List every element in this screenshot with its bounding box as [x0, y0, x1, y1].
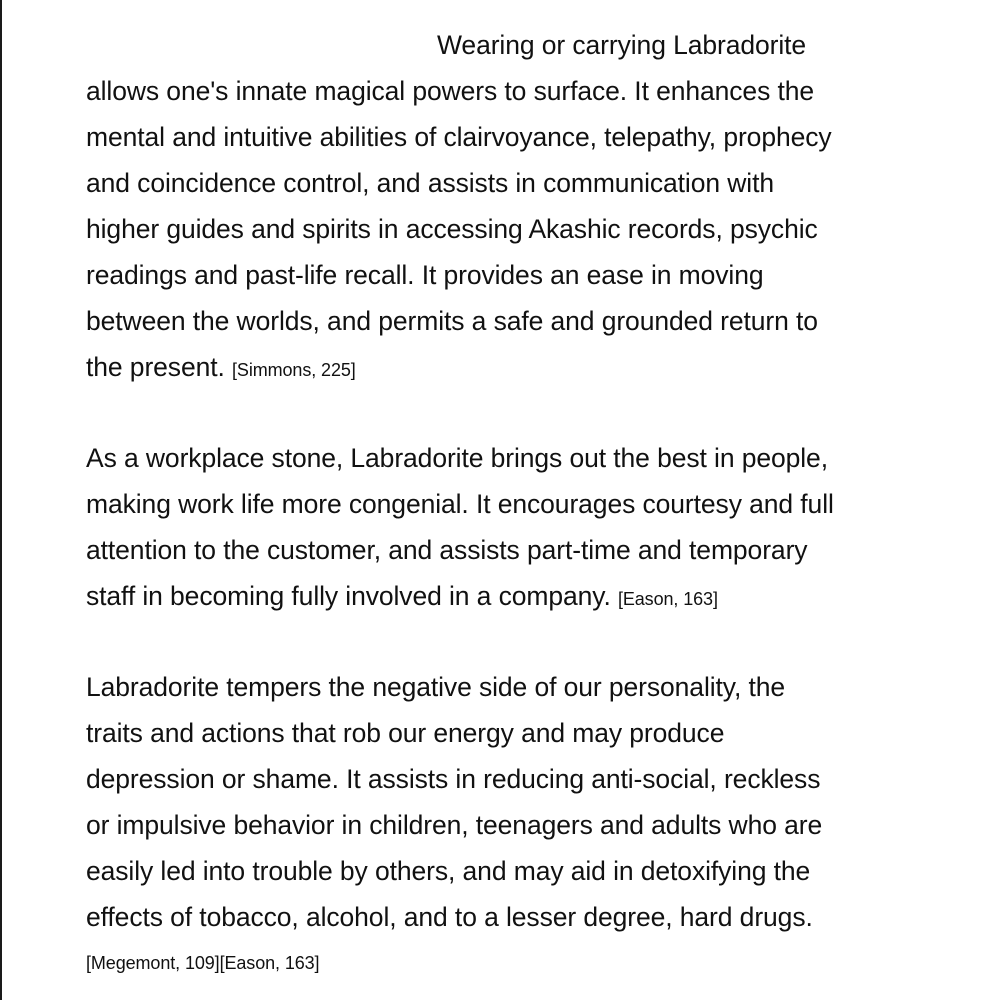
text-line: readings and past-life recall. It provides an ease in moving	[86, 260, 764, 290]
text-line-with-citation	[86, 573, 926, 622]
citation: [Simmons, 225]	[232, 360, 356, 380]
page-left-border	[0, 0, 2, 1000]
text-line: traits and actions that rob our energy and may produce	[86, 718, 725, 748]
paragraph-magical-powers	[86, 22, 926, 393]
paragraph-personality	[86, 664, 926, 986]
text-line: Labradorite tempers the negative side of our personality, the	[86, 672, 786, 702]
text-line: between the worlds, and permits a safe and grounded return to	[86, 306, 818, 336]
text-line: Wearing or carrying Labradorite	[437, 30, 807, 60]
citation: [Megemont, 109][Eason, 163]	[86, 953, 320, 973]
text-line: higher guides and spirits in accessing Akashic records, psychic	[86, 214, 818, 244]
text-line: the present.	[86, 352, 225, 382]
citation: [Eason, 163]	[617, 589, 718, 609]
text-line: staff in becoming fully involved in a company.	[86, 581, 611, 611]
text-line: depression or shame. It assists in reducing anti-social, reckless	[86, 764, 821, 794]
text-line: effects of tobacco, alcohol, and to a lesser degree, hard drugs.	[86, 902, 813, 932]
text-line-with-citation	[86, 344, 926, 393]
text-line: attention to the customer, and assists part-time and temporary	[86, 535, 808, 565]
text-line: mental and intuitive abilities of clairvoyance, telepathy, prophecy	[86, 122, 832, 152]
paragraph-workplace-stone	[86, 435, 926, 622]
text-line: or impulsive behavior in children, teenagers and adults who are	[86, 810, 823, 840]
text-line: making work life more congenial. It encourages courtesy and full	[86, 489, 834, 519]
text-line: and coincidence control, and assists in communication with	[86, 168, 774, 198]
text-line: As a workplace stone, Labradorite brings out the best in people,	[86, 443, 828, 473]
document-body	[86, 22, 926, 986]
text-line: easily led into trouble by others, and may aid in detoxifying the	[86, 856, 811, 886]
text-line: allows one's innate magical powers to surface. It enhances the	[86, 76, 815, 106]
